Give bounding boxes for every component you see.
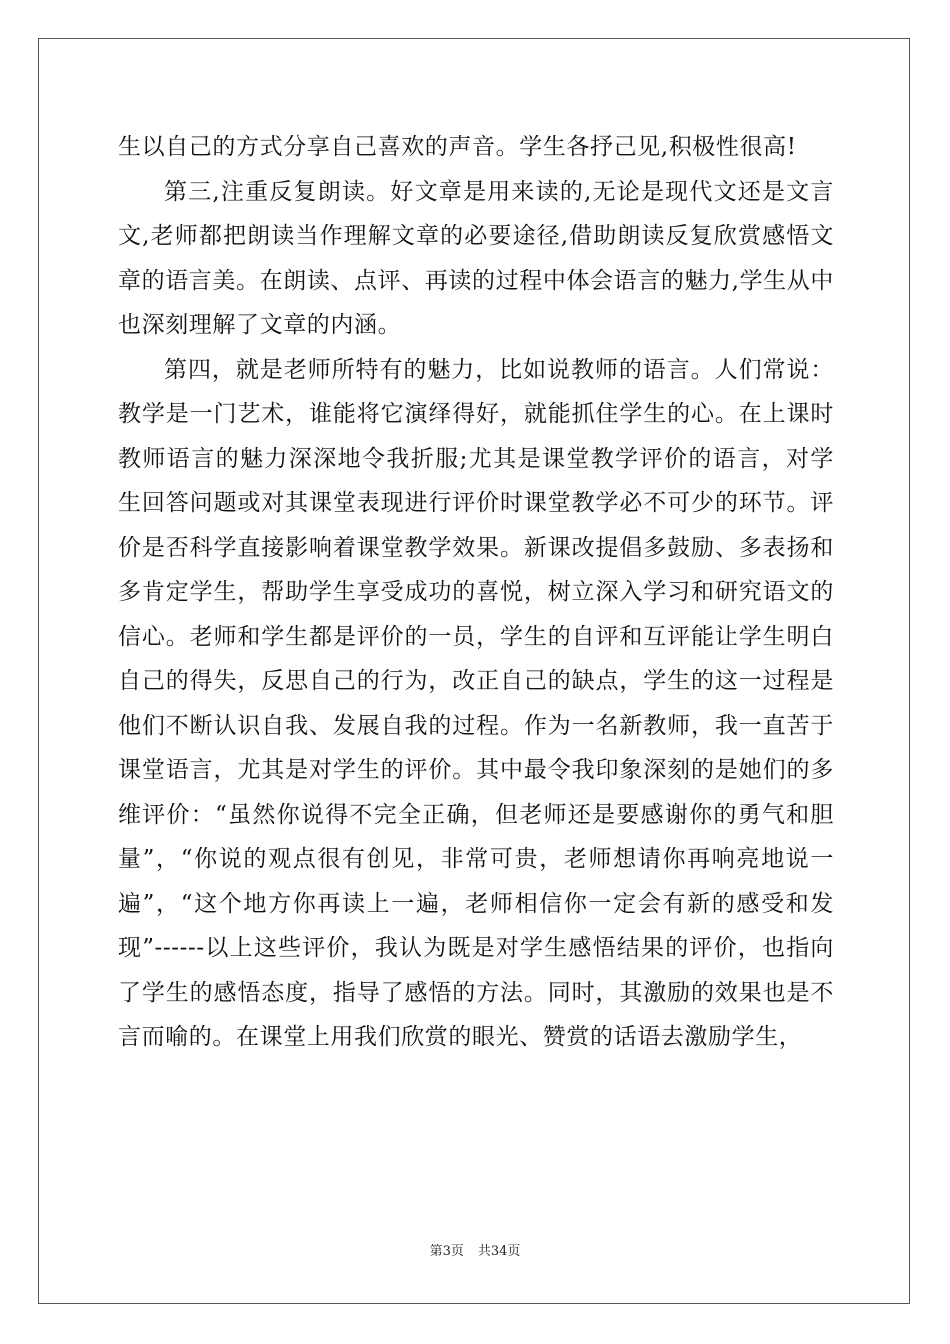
paragraph-third-point: 第三,注重反复朗读。好文章是用来读的,无论是现代文还是文言文,老师都把朗读当作理解文章的必要途径,借助朗读反复欣赏感悟文章的语言美。在朗读、点评、再读的过程中体会语言的魅力,学生从中也深刻理解了文章的内涵。 bbox=[118, 178, 834, 338]
paragraph-continuation: 生以自己的方式分享自己喜欢的声音。学生各抒己见,积极性很高! bbox=[118, 134, 797, 160]
total-page-count: 共34页 bbox=[477, 1244, 521, 1259]
page-footer bbox=[0, 1240, 950, 1259]
current-page-number: 第3页 bbox=[429, 1244, 464, 1259]
paragraph-fourth-point: 第四，就是老师所特有的魅力，比如说教师的语言。人们常说：教学是一门艺术，谁能将它演绎得好，就能抓住学生的心。在上课时教师语言的魅力深深地令我折服;尤其是课堂教学评价的语言，对学生回答问题或对其课堂表现进行评价时课堂教学必不可少的环节。评价是否科学直接影响着课堂教学效果。新课改提倡多鼓励、多表扬和多肯定学生，帮助学生享受成功的喜悦，树立深入学习和研究语文的信心。老师和学生都是评价的一员，学生的自评和互评能让学生明白自己的得失，反思自己的行为，改正自己的缺点，学生的这一过程是他们不断认识自我、发展自我的过程。作为一名新教师，我一直苦于课堂语言，尤其是对学生的评价。其中最令我印象深刻的是她们的多维评价：“虽然你说得不完全正确，但老师还是要感谢你的勇气和胆量”，“你说的观点很有创见，非常可贵，老师想请你再响亮地说一遍”，“这个地方你再读上一遍，老师相信你一定会有新的感受和发现”------以上这些评价，我认为既是对学生感悟结果的评价，也指向了学生的感悟态度，指导了感悟的方法。同时，其激励的效果也是不言而喻的。在课堂上用我们欣赏的眼光、赞赏的话语去激励学生， bbox=[118, 356, 834, 1050]
document-body bbox=[118, 125, 834, 1060]
